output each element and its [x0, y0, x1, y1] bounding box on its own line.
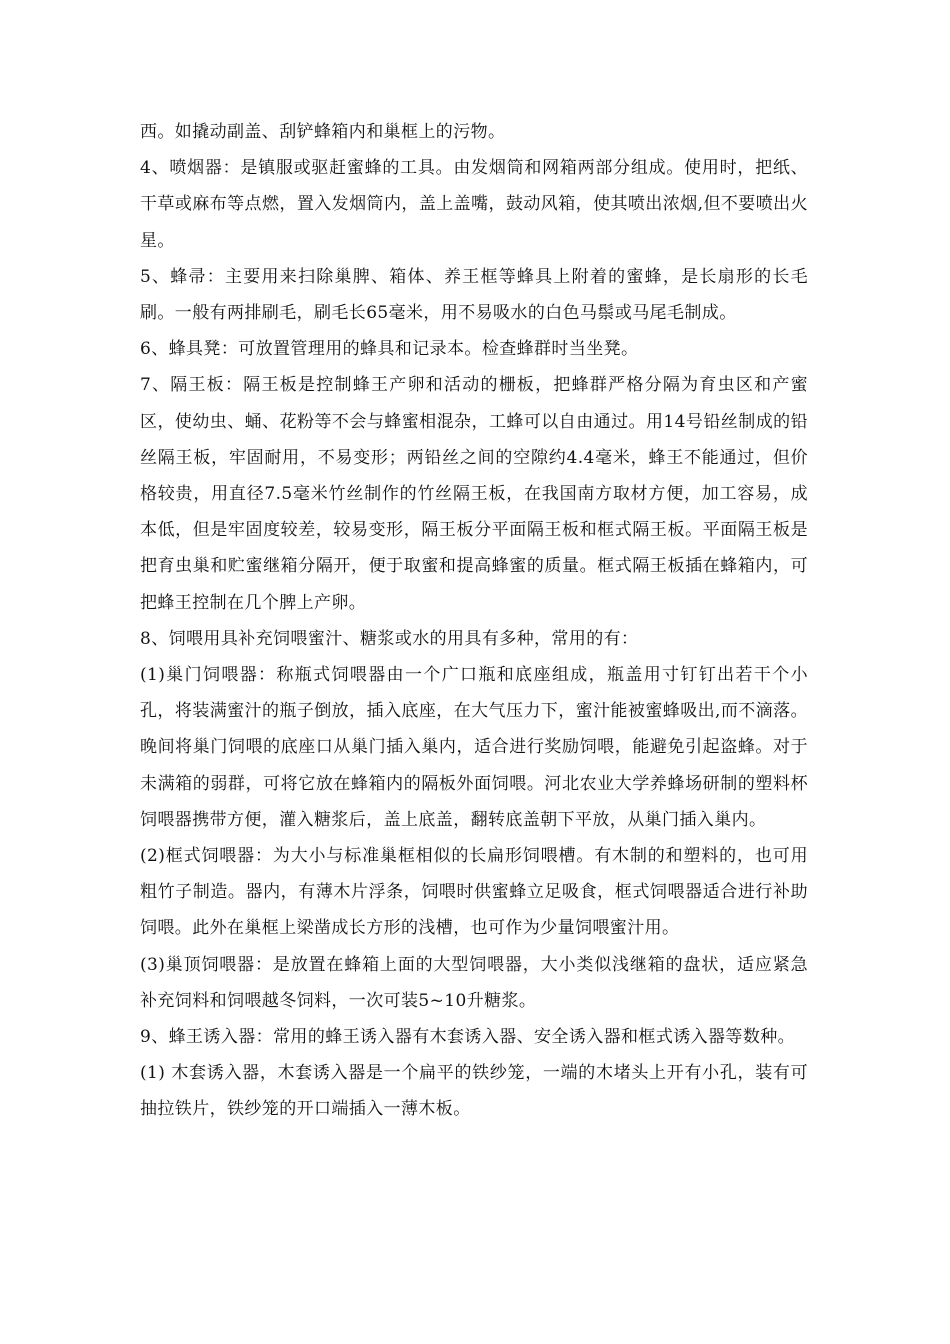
- paragraph-wooden-introducer: (1) 木套诱入器，木套诱入器是一个扁平的铁纱笼，一端的木堵头上开有小孔，装有可抽拉铁片，铁纱笼的开口端插入一薄木板。: [140, 1063, 808, 1120]
- paragraph-frame-feeder: (2)框式饲喂器：为大小与标准巢框相似的长扁形饲喂槽。有木制的和塑料的，也可用粗竹子制造。器内，有薄木片浮条，饲喂时供蜜蜂立足吸食，框式饲喂器适合进行补助饲喂。此外在巢框上梁凿成长方形的浅槽，也可作为少量饲喂蜜汁用。: [140, 846, 808, 939]
- paragraph-top-feeder: (3)巢顶饲喂器：是放置在蜂箱上面的大型饲喂器，大小类似浅继箱的盘状，适应紧急补充饲料和饲喂越冬饲料，一次可装5~10升糖浆。: [140, 954, 808, 1011]
- paragraph-queen-introducer: 9、蜂王诱入器：常用的蜂王诱入器有木套诱入器、安全诱入器和框式诱入器等数种。: [140, 1027, 796, 1048]
- paragraph-entrance-feeder: (1)巢门饲喂器：称瓶式饲喂器由一个广口瓶和底座组成，瓶盖用寸钉钉出若干个小孔，将装满蜜汁的瓶子倒放，插入底座，在大气压力下，蜜汁能被蜜蜂吸出,而不滴落。晚间将巢门饲喂的底座口从巢门插入巢内，适合进行奖励饲喂，能避免引起盗蜂。对于未满箱的弱群，可将它放在蜂箱内的隔板外面饲喂。河北农业大学养蜂场研制的塑料杯饲喂器携带方便，灌入糖浆后，盖上底盖，翻转底盖朝下平放，从巢门插入巢内。: [140, 665, 808, 830]
- paragraph-bee-brush: 5、蜂帚：主要用来扫除巢脾、箱体、养王框等蜂具上附着的蜜蜂，是长扇形的长毛刷。一般有两排刷毛，刷毛长65毫米，用不易吸水的白色马鬃或马尾毛制成。: [140, 266, 808, 324]
- paragraph-feeding-tools: 8、饲喂用具补充饲喂蜜汁、糖浆或水的用具有多种，常用的有：: [140, 628, 639, 649]
- document-body: [140, 114, 808, 1128]
- paragraph-queen-excluder: 7、隔王板：隔王板是控制蜂王产卵和活动的栅板，把蜂群严格分隔为育虫区和产蜜区，使幼虫、蛹、花粉等不会与蜂蜜相混杂，工蜂可以自由通过。用14号铅丝制成的铅丝隔王板，牢固耐用，不易变形；两铅丝之间的空隙约4.4毫米，蜂王不能通过，但价格较贵，用直径7.5毫米竹丝制作的竹丝隔王板，在我国南方取材方便，加工容易，成本低，但是牢固度较差，较易变形，隔王板分平面隔王板和框式隔王板。平面隔王板是把育虫巢和贮蜜继箱分隔开，便于取蜜和提高蜂蜜的质量。框式隔王板插在蜂箱内，可把蜂王控制在几个脾上产卵。: [140, 375, 808, 613]
- paragraph-smoker: 4、喷烟器：是镇服或驱赶蜜蜂的工具。由发烟筒和网箱两部分组成。使用时，把纸、干草或麻布等点燃，置入发烟筒内，盖上盖嘴，鼓动风箱，使其喷出浓烟,但不要喷出火星。: [140, 158, 808, 251]
- paragraph-pry-tool-continuation: 西。如撬动副盖、刮铲蜂箱内和巢框上的污物。: [140, 122, 506, 142]
- paragraph-tool-stool: 6、蜂具凳：可放置管理用的蜂具和记录本。检查蜂群时当坐凳。: [140, 339, 639, 360]
